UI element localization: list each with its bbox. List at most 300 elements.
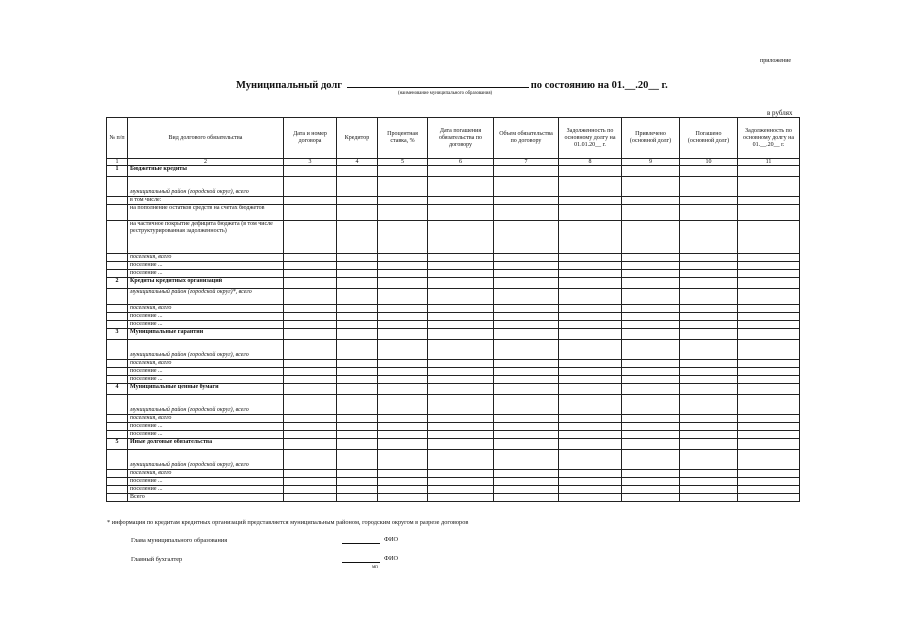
row-number (107, 289, 128, 305)
data-cell[interactable] (738, 313, 800, 321)
data-cell[interactable] (284, 415, 337, 423)
data-cell[interactable] (680, 166, 738, 177)
data-cell[interactable] (559, 289, 622, 305)
data-cell[interactable] (428, 221, 494, 254)
data-cell[interactable] (337, 205, 378, 221)
data-cell[interactable] (738, 478, 800, 486)
data-cell[interactable] (680, 262, 738, 270)
data-cell[interactable] (738, 262, 800, 270)
table-row (107, 395, 800, 415)
data-cell[interactable] (494, 431, 559, 439)
row-number (107, 221, 128, 254)
data-cell[interactable] (559, 278, 622, 289)
data-cell[interactable] (378, 270, 428, 278)
data-cell[interactable] (680, 313, 738, 321)
data-cell[interactable] (738, 289, 800, 305)
row-label: поселение ... (128, 376, 284, 384)
data-cell[interactable] (559, 166, 622, 177)
table-row (107, 439, 800, 450)
data-cell[interactable] (622, 305, 680, 313)
data-cell[interactable] (337, 221, 378, 254)
data-cell[interactable] (428, 321, 494, 329)
data-cell[interactable] (680, 423, 738, 431)
data-cell[interactable] (738, 360, 800, 368)
data-cell[interactable] (680, 439, 738, 450)
data-cell[interactable] (284, 450, 337, 470)
data-cell[interactable] (622, 486, 680, 494)
data-cell[interactable] (378, 376, 428, 384)
data-cell[interactable] (284, 486, 337, 494)
data-cell[interactable] (738, 368, 800, 376)
data-cell[interactable] (622, 384, 680, 395)
data-cell[interactable] (428, 384, 494, 395)
data-cell[interactable] (337, 270, 378, 278)
data-cell[interactable] (428, 395, 494, 415)
data-cell[interactable] (428, 360, 494, 368)
data-cell[interactable] (680, 376, 738, 384)
data-cell[interactable] (622, 470, 680, 478)
data-cell[interactable] (494, 486, 559, 494)
data-cell[interactable] (428, 177, 494, 197)
signature-role-accountant: Главный бухгалтер (131, 556, 183, 563)
data-cell[interactable] (378, 321, 428, 329)
data-cell[interactable] (337, 384, 378, 395)
data-cell[interactable] (284, 431, 337, 439)
data-cell[interactable] (337, 289, 378, 305)
data-cell[interactable] (494, 321, 559, 329)
data-cell[interactable] (494, 166, 559, 177)
data-cell[interactable] (622, 439, 680, 450)
data-cell[interactable] (738, 197, 800, 205)
col-number: 4 (337, 159, 378, 166)
data-cell[interactable] (378, 305, 428, 313)
data-cell[interactable] (622, 313, 680, 321)
data-cell[interactable] (428, 431, 494, 439)
data-cell[interactable] (559, 254, 622, 262)
data-cell[interactable] (337, 321, 378, 329)
data-cell[interactable] (378, 423, 428, 431)
data-cell[interactable] (337, 376, 378, 384)
table-row (107, 329, 800, 340)
data-cell[interactable] (378, 262, 428, 270)
data-cell[interactable] (559, 329, 622, 340)
data-cell[interactable] (378, 470, 428, 478)
data-cell[interactable] (622, 423, 680, 431)
data-cell[interactable] (559, 262, 622, 270)
data-cell[interactable] (494, 439, 559, 450)
data-cell[interactable] (622, 262, 680, 270)
data-cell[interactable] (378, 486, 428, 494)
data-cell[interactable] (284, 205, 337, 221)
data-cell[interactable] (738, 494, 800, 502)
data-cell[interactable] (378, 329, 428, 340)
data-cell[interactable] (337, 166, 378, 177)
data-cell[interactable] (559, 478, 622, 486)
data-cell[interactable] (494, 313, 559, 321)
signature-fio-accountant: ФИО (384, 555, 399, 562)
data-cell[interactable] (680, 177, 738, 197)
data-cell[interactable] (680, 368, 738, 376)
data-cell[interactable] (680, 289, 738, 305)
data-cell[interactable] (559, 376, 622, 384)
data-cell[interactable] (337, 360, 378, 368)
data-cell[interactable] (680, 431, 738, 439)
data-cell[interactable] (428, 450, 494, 470)
data-cell[interactable] (337, 478, 378, 486)
data-cell[interactable] (559, 313, 622, 321)
data-cell[interactable] (680, 254, 738, 262)
data-cell[interactable] (428, 478, 494, 486)
data-cell[interactable] (559, 431, 622, 439)
data-cell[interactable] (284, 289, 337, 305)
data-cell[interactable] (284, 197, 337, 205)
data-cell[interactable] (378, 197, 428, 205)
row-number (107, 423, 128, 431)
data-cell[interactable] (559, 321, 622, 329)
data-cell[interactable] (738, 486, 800, 494)
data-cell[interactable] (738, 376, 800, 384)
data-cell[interactable] (559, 450, 622, 470)
data-cell[interactable] (680, 221, 738, 254)
data-cell[interactable] (378, 313, 428, 321)
data-cell[interactable] (378, 221, 428, 254)
data-cell[interactable] (378, 166, 428, 177)
data-cell[interactable] (559, 423, 622, 431)
data-cell[interactable] (428, 494, 494, 502)
data-cell[interactable] (494, 177, 559, 197)
data-cell[interactable] (494, 262, 559, 270)
data-cell[interactable] (680, 270, 738, 278)
data-cell[interactable] (284, 278, 337, 289)
debt-table (106, 117, 800, 502)
data-cell[interactable] (284, 262, 337, 270)
data-cell[interactable] (337, 368, 378, 376)
data-cell[interactable] (428, 340, 494, 360)
data-cell[interactable] (337, 262, 378, 270)
data-cell[interactable] (337, 329, 378, 340)
data-cell[interactable] (428, 376, 494, 384)
data-cell[interactable] (284, 340, 337, 360)
data-cell[interactable] (680, 329, 738, 340)
data-cell[interactable] (680, 278, 738, 289)
data-cell[interactable] (680, 478, 738, 486)
data-cell[interactable] (378, 439, 428, 450)
data-cell[interactable] (337, 313, 378, 321)
data-cell[interactable] (559, 368, 622, 376)
data-cell[interactable] (337, 450, 378, 470)
signature-line-accountant[interactable] (342, 561, 380, 563)
data-cell[interactable] (559, 470, 622, 478)
data-cell[interactable] (494, 395, 559, 415)
data-cell[interactable] (284, 423, 337, 431)
data-cell[interactable] (738, 205, 800, 221)
data-cell[interactable] (559, 494, 622, 502)
data-cell[interactable] (494, 470, 559, 478)
data-cell[interactable] (559, 197, 622, 205)
data-cell[interactable] (378, 289, 428, 305)
data-cell[interactable] (494, 450, 559, 470)
data-cell[interactable] (680, 197, 738, 205)
data-cell[interactable] (622, 494, 680, 502)
data-cell[interactable] (428, 305, 494, 313)
data-cell[interactable] (559, 205, 622, 221)
col-header: Вид долгового обязательства (128, 118, 284, 159)
data-cell[interactable] (284, 376, 337, 384)
data-cell[interactable] (337, 494, 378, 502)
municipality-blank-line[interactable] (347, 78, 529, 88)
data-cell[interactable] (337, 197, 378, 205)
data-cell[interactable] (428, 289, 494, 305)
row-number (107, 395, 128, 415)
data-cell[interactable] (738, 450, 800, 470)
row-number: 5 (107, 439, 128, 450)
data-cell[interactable] (284, 321, 337, 329)
data-cell[interactable] (284, 177, 337, 197)
data-cell[interactable] (494, 221, 559, 254)
data-cell[interactable] (494, 368, 559, 376)
data-cell[interactable] (284, 221, 337, 254)
data-cell[interactable] (622, 166, 680, 177)
data-cell[interactable] (738, 221, 800, 254)
data-cell[interactable] (337, 395, 378, 415)
data-cell[interactable] (337, 439, 378, 450)
data-cell[interactable] (680, 494, 738, 502)
data-cell[interactable] (494, 384, 559, 395)
row-number (107, 470, 128, 478)
data-cell[interactable] (284, 360, 337, 368)
data-cell[interactable] (337, 431, 378, 439)
data-cell[interactable] (337, 305, 378, 313)
data-cell[interactable] (378, 278, 428, 289)
data-cell[interactable] (622, 205, 680, 221)
data-cell[interactable] (428, 470, 494, 478)
data-cell[interactable] (494, 305, 559, 313)
data-cell[interactable] (494, 254, 559, 262)
data-cell[interactable] (494, 270, 559, 278)
data-cell[interactable] (622, 360, 680, 368)
data-cell[interactable] (378, 254, 428, 262)
data-cell[interactable] (378, 494, 428, 502)
data-cell[interactable] (378, 340, 428, 360)
data-cell[interactable] (378, 205, 428, 221)
data-cell[interactable] (622, 450, 680, 470)
data-cell[interactable] (738, 439, 800, 450)
data-cell[interactable] (738, 254, 800, 262)
data-cell[interactable] (494, 360, 559, 368)
data-cell[interactable] (738, 384, 800, 395)
data-cell[interactable] (378, 415, 428, 423)
data-cell[interactable] (680, 321, 738, 329)
data-cell[interactable] (337, 423, 378, 431)
data-cell[interactable] (284, 478, 337, 486)
data-cell[interactable] (738, 340, 800, 360)
data-cell[interactable] (622, 415, 680, 423)
data-cell[interactable] (622, 376, 680, 384)
data-cell[interactable] (622, 221, 680, 254)
data-cell[interactable] (738, 395, 800, 415)
data-cell[interactable] (378, 450, 428, 470)
data-cell[interactable] (622, 340, 680, 360)
data-cell[interactable] (738, 305, 800, 313)
data-cell[interactable] (337, 415, 378, 423)
data-cell[interactable] (428, 270, 494, 278)
data-cell[interactable] (428, 205, 494, 221)
data-cell[interactable] (622, 177, 680, 197)
data-cell[interactable] (738, 321, 800, 329)
data-cell[interactable] (428, 166, 494, 177)
data-cell[interactable] (559, 384, 622, 395)
data-cell[interactable] (428, 278, 494, 289)
data-cell[interactable] (378, 384, 428, 395)
data-cell[interactable] (559, 270, 622, 278)
data-cell[interactable] (428, 254, 494, 262)
data-cell[interactable] (680, 450, 738, 470)
data-cell[interactable] (284, 313, 337, 321)
data-cell[interactable] (284, 470, 337, 478)
data-cell[interactable] (622, 197, 680, 205)
data-cell[interactable] (337, 470, 378, 478)
row-number (107, 321, 128, 329)
table-row (107, 376, 800, 384)
data-cell[interactable] (284, 305, 337, 313)
table-row (107, 278, 800, 289)
data-cell[interactable] (284, 439, 337, 450)
data-cell[interactable] (494, 415, 559, 423)
data-cell[interactable] (680, 470, 738, 478)
row-number: 4 (107, 384, 128, 395)
data-cell[interactable] (622, 321, 680, 329)
data-cell[interactable] (428, 197, 494, 205)
data-cell[interactable] (622, 395, 680, 415)
data-cell[interactable] (738, 166, 800, 177)
data-cell[interactable] (559, 360, 622, 368)
data-cell[interactable] (378, 395, 428, 415)
data-cell[interactable] (738, 329, 800, 340)
table-row (107, 494, 800, 502)
data-cell[interactable] (284, 494, 337, 502)
data-cell[interactable] (622, 478, 680, 486)
data-cell[interactable] (622, 368, 680, 376)
data-cell[interactable] (378, 431, 428, 439)
row-label: муниципальный район (городской округ)*, всего (128, 289, 284, 305)
data-cell[interactable] (337, 177, 378, 197)
data-cell[interactable] (494, 376, 559, 384)
data-cell[interactable] (284, 270, 337, 278)
data-cell[interactable] (738, 278, 800, 289)
data-cell[interactable] (428, 439, 494, 450)
data-cell[interactable] (738, 470, 800, 478)
data-cell[interactable] (494, 289, 559, 305)
data-cell[interactable] (680, 395, 738, 415)
data-cell[interactable] (337, 340, 378, 360)
data-cell[interactable] (622, 431, 680, 439)
data-cell[interactable] (337, 254, 378, 262)
data-cell[interactable] (738, 177, 800, 197)
data-cell[interactable] (428, 262, 494, 270)
data-cell[interactable] (284, 254, 337, 262)
data-cell[interactable] (494, 329, 559, 340)
data-cell[interactable] (494, 278, 559, 289)
title-part1: Муниципальный долг (236, 80, 343, 91)
data-cell[interactable] (559, 486, 622, 494)
data-cell[interactable] (559, 305, 622, 313)
data-cell[interactable] (337, 486, 378, 494)
table-row (107, 305, 800, 313)
signature-line-head[interactable] (342, 542, 380, 544)
data-cell[interactable] (559, 439, 622, 450)
row-label: поселение ... (128, 313, 284, 321)
row-number (107, 340, 128, 360)
data-cell[interactable] (494, 340, 559, 360)
data-cell[interactable] (428, 486, 494, 494)
data-cell[interactable] (680, 415, 738, 423)
row-number (107, 205, 128, 221)
table-row (107, 470, 800, 478)
row-number (107, 478, 128, 486)
data-cell[interactable] (378, 368, 428, 376)
data-cell[interactable] (494, 478, 559, 486)
data-cell[interactable] (428, 415, 494, 423)
data-cell[interactable] (738, 431, 800, 439)
data-cell[interactable] (622, 254, 680, 262)
data-cell[interactable] (559, 395, 622, 415)
data-cell[interactable] (680, 340, 738, 360)
row-label: муниципальный район (городской округ), всего (128, 450, 284, 470)
data-cell[interactable] (559, 340, 622, 360)
data-cell[interactable] (680, 486, 738, 494)
row-label: Иные долговые обязательства (128, 439, 284, 450)
data-cell[interactable] (559, 415, 622, 423)
data-cell[interactable] (284, 395, 337, 415)
row-number (107, 486, 128, 494)
data-cell[interactable] (378, 478, 428, 486)
units-label: в рублях (767, 109, 793, 117)
data-cell[interactable] (428, 329, 494, 340)
data-cell[interactable] (284, 329, 337, 340)
col-header: Дата погашения обязательства по договору (428, 118, 494, 159)
data-cell[interactable] (494, 423, 559, 431)
row-label: поселение ... (128, 486, 284, 494)
data-cell[interactable] (738, 270, 800, 278)
data-cell[interactable] (680, 360, 738, 368)
data-cell[interactable] (284, 368, 337, 376)
data-cell[interactable] (337, 278, 378, 289)
data-cell[interactable] (559, 221, 622, 254)
data-cell[interactable] (622, 329, 680, 340)
data-cell[interactable] (284, 384, 337, 395)
row-label: поселения, всего (128, 254, 284, 262)
data-cell[interactable] (428, 423, 494, 431)
data-cell[interactable] (738, 423, 800, 431)
data-cell[interactable] (494, 205, 559, 221)
data-cell[interactable] (680, 384, 738, 395)
data-cell[interactable] (494, 197, 559, 205)
data-cell[interactable] (622, 278, 680, 289)
col-number: 7 (494, 159, 559, 166)
data-cell[interactable] (622, 270, 680, 278)
data-cell[interactable] (738, 415, 800, 423)
data-cell[interactable] (428, 368, 494, 376)
data-cell[interactable] (494, 494, 559, 502)
data-cell[interactable] (680, 205, 738, 221)
data-cell[interactable] (680, 305, 738, 313)
data-cell[interactable] (378, 177, 428, 197)
data-cell[interactable] (378, 360, 428, 368)
data-cell[interactable] (284, 166, 337, 177)
data-cell[interactable] (559, 177, 622, 197)
data-cell[interactable] (622, 289, 680, 305)
data-cell[interactable] (428, 313, 494, 321)
